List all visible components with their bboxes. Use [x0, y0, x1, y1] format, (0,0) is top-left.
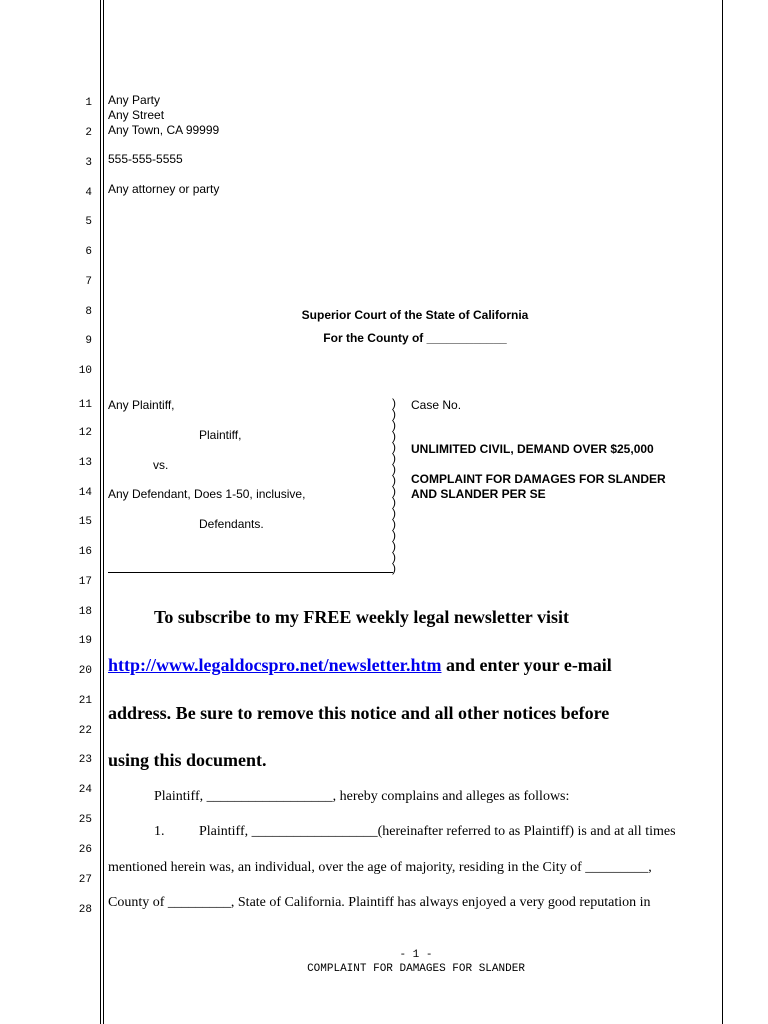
caption-paren: )	[392, 517, 396, 531]
caption-paren: )	[392, 506, 396, 520]
line-number: 19	[78, 635, 92, 647]
caption-paren: )	[392, 484, 396, 498]
attorney-line: Any attorney or party	[108, 182, 220, 196]
caption-paren: )	[392, 561, 396, 575]
caption-paren: )	[392, 550, 396, 564]
party-street: Any Street	[108, 108, 165, 122]
caption-paren: )	[392, 495, 396, 509]
line-number: 11	[78, 399, 92, 411]
plaintiff-name: Any Plaintiff,	[108, 398, 175, 412]
defendant-role: Defendants.	[199, 517, 264, 531]
newsletter-link[interactable]: http://www.legaldocspro.net/newsletter.htm	[108, 655, 442, 675]
plaintiff-role: Plaintiff,	[199, 428, 242, 442]
notice-line4: using this document.	[108, 750, 267, 770]
line-number: 4	[85, 187, 92, 199]
complaint-title-line1: COMPLAINT FOR DAMAGES FOR SLANDER	[411, 472, 666, 486]
line-number: 18	[78, 606, 92, 618]
caption-paren: )	[392, 451, 396, 465]
line-number: 22	[78, 725, 92, 737]
court-name: Superior Court of the State of California	[301, 308, 529, 322]
civil-type: UNLIMITED CIVIL, DEMAND OVER $25,000	[411, 442, 654, 456]
line-number: 14	[78, 487, 92, 499]
caption-paren: )	[392, 462, 396, 476]
footer-title: COMPLAINT FOR DAMAGES FOR SLANDER	[307, 963, 525, 975]
line-number: 7	[85, 276, 92, 288]
line-number: 9	[85, 335, 92, 347]
party-phone: 555-555-5555	[108, 152, 183, 166]
court-county: For the County of ____________	[323, 331, 507, 345]
paragraph-1-line3: County of _________, State of California. Plaintiff has always enjoyed a very good reputation in	[108, 895, 651, 910]
notice-line2-rest: and enter your e-mail	[441, 655, 612, 675]
paragraph-1-line2: mentioned herein was, an individual, over the age of majority, residing in the City of _________,	[108, 860, 652, 875]
right-margin-rule	[722, 0, 723, 1024]
party-town: Any Town, CA 99999	[108, 123, 220, 137]
line-number: 21	[78, 695, 92, 707]
line-number: 23	[78, 754, 92, 766]
page-number: - 1 -	[399, 949, 433, 961]
paragraph-1-number: 1.	[154, 824, 165, 839]
caption-paren: )	[392, 418, 396, 432]
caption-paren: )	[392, 407, 396, 421]
line-number: 27	[78, 874, 92, 886]
left-margin-rule	[100, 0, 101, 1024]
defendant-name: Any Defendant, Does 1-50, inclusive,	[108, 487, 306, 501]
line-number: 20	[78, 665, 92, 677]
line-number: 24	[78, 784, 92, 796]
notice-line2	[108, 654, 612, 676]
line-number: 1	[85, 97, 92, 109]
line-number: 2	[85, 127, 92, 139]
caption-paren: )	[392, 473, 396, 487]
caption-paren: )	[392, 539, 396, 553]
party-name: Any Party	[108, 93, 161, 107]
line-number: 8	[85, 306, 92, 318]
line-number: 12	[78, 427, 92, 439]
caption-paren: )	[392, 429, 396, 443]
paragraph-1-line1: Plaintiff, __________________(hereinafter referred to as Plaintiff) is and at all times	[199, 824, 676, 839]
caption-paren: )	[392, 396, 396, 410]
notice-line3: address. Be sure to remove this notice and all other notices before	[108, 703, 610, 723]
line-number: 3	[85, 157, 92, 169]
intro-sentence: Plaintiff, __________________, hereby complains and alleges as follows:	[154, 789, 570, 804]
versus-label: vs.	[153, 458, 169, 472]
caption-paren: )	[392, 440, 396, 454]
line-number: 15	[78, 516, 92, 528]
caption-underline	[108, 572, 393, 573]
line-number: 26	[78, 844, 92, 856]
line-number: 5	[85, 216, 92, 228]
line-number: 28	[78, 904, 92, 916]
line-number: 6	[85, 246, 92, 258]
left-margin-rule	[103, 0, 104, 1024]
line-number: 10	[78, 365, 92, 377]
notice-line1: To subscribe to my FREE weekly legal newsletter visit	[154, 607, 569, 627]
line-number: 25	[78, 814, 92, 826]
complaint-title-line2: AND SLANDER PER SE	[411, 487, 546, 501]
line-number: 17	[78, 576, 92, 588]
case-number-label: Case No.	[411, 398, 462, 412]
line-number: 16	[78, 546, 92, 558]
line-number: 13	[78, 457, 92, 469]
caption-paren: )	[392, 528, 396, 542]
